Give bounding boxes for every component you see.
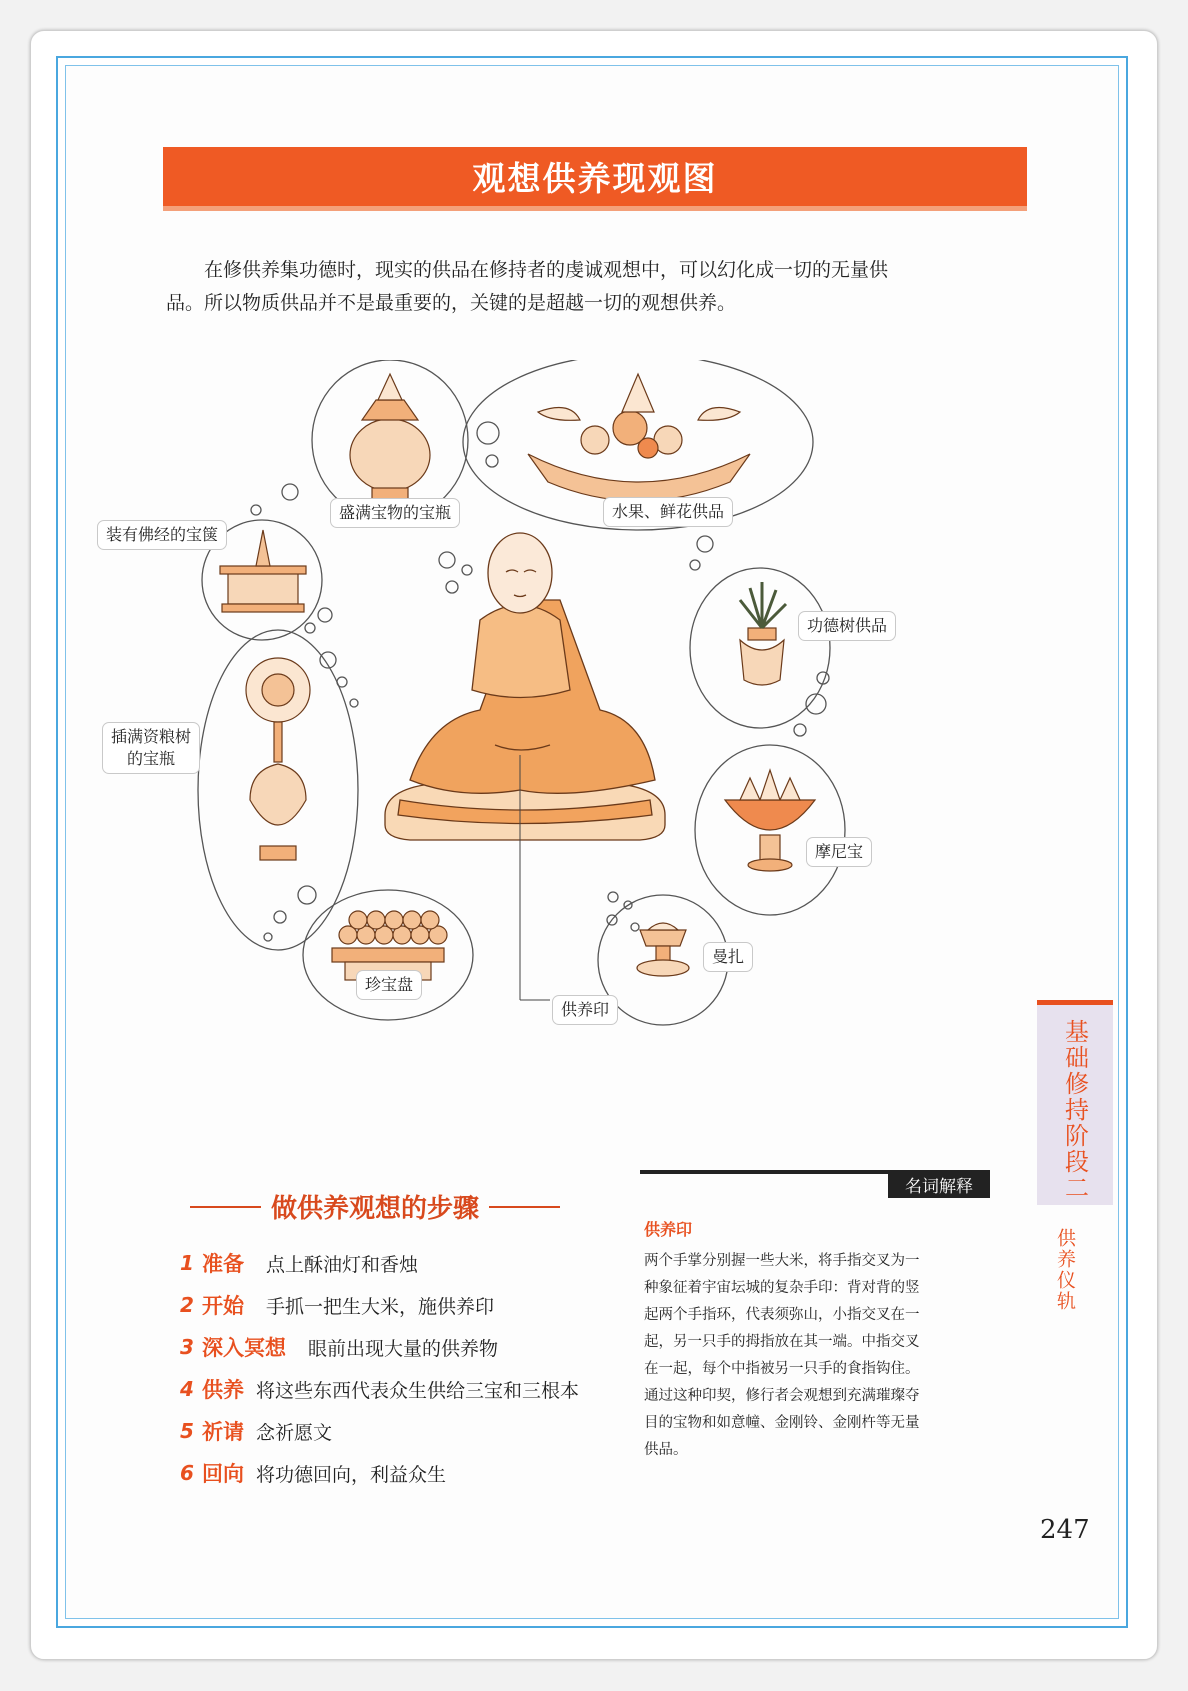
step-key: 回向: [202, 1462, 244, 1486]
step-text: 将功德回向，利益众生: [256, 1463, 447, 1486]
step-key: 准备: [202, 1252, 244, 1276]
label-sutra-casket: 装有佛经的宝箧: [97, 520, 227, 550]
step-key: 供养: [202, 1378, 244, 1402]
step-number: 2: [180, 1293, 194, 1317]
glossary-line: 供品。: [644, 1442, 688, 1458]
step-item: [180, 1242, 579, 1284]
page-number: 247: [1040, 1515, 1090, 1545]
step-item: [180, 1284, 579, 1326]
glossary-line: 种象征着宇宙坛城的复杂手印：背对背的竖: [644, 1280, 920, 1296]
label-precious-vase: 盛满宝物的宝瓶: [330, 498, 460, 528]
steps-heading: [180, 1188, 570, 1225]
glossary-definition: [644, 1248, 976, 1464]
precious-vase-icon: [350, 374, 430, 500]
step-key: 深入冥想: [202, 1336, 286, 1360]
step-item: [180, 1410, 579, 1452]
glossary-line: 通过这种印契，修行者会观想到充满璀璨夺: [644, 1388, 920, 1404]
label-offering-mudra: 供养印: [552, 995, 618, 1025]
glossary-term: 供养印: [644, 1220, 693, 1239]
label-grain-vase-line-1: 插满资粮树: [111, 727, 192, 746]
steps-list: [180, 1242, 579, 1494]
chapter-side-tab-text: 基础修持阶段二: [1060, 1019, 1089, 1201]
label-grain-vase-line-2: 的宝瓶: [127, 749, 176, 768]
sutra-casket-icon: [220, 530, 306, 612]
step-text: 点上酥油灯和香烛: [266, 1253, 419, 1276]
intro-paragraph: [166, 254, 986, 320]
label-grain-vase: [102, 722, 200, 774]
step-key: 开始: [202, 1294, 244, 1318]
heading-rule-left: [190, 1206, 261, 1208]
step-key: 祈请: [202, 1420, 244, 1444]
chapter-side-tab: [1037, 1000, 1113, 1205]
heading-rule-right: [489, 1206, 560, 1208]
step-text: 手抓一把生大米，施供养印: [266, 1295, 495, 1318]
step-text: 眼前出现大量的供养物: [308, 1337, 499, 1360]
section-side-label: 供养仪轨: [1054, 1228, 1076, 1312]
merit-tree-bubble: [690, 568, 830, 728]
glossary-tag: 名词解释: [888, 1170, 990, 1198]
step-number: 1: [180, 1251, 194, 1275]
mani-jewel-icon: [725, 770, 815, 871]
step-number: 4: [180, 1377, 194, 1401]
glossary-line: 在一起，每个中指被另一只手的食指钩住。: [644, 1361, 920, 1377]
label-mandala: 曼扎: [703, 942, 753, 972]
offering-illustration: [100, 360, 880, 1120]
step-item: [180, 1452, 579, 1494]
page-title: 观想供养现观图: [163, 147, 1027, 211]
grain-vase-icon: [246, 658, 310, 860]
intro-line-1: 在修供养集功德时，现实的供品在修持者的虔诚观想中，可以幻化成一切的无量供: [204, 259, 889, 281]
glossary-line: 目的宝物和如意幢、金刚铃、金刚杵等无量: [644, 1415, 920, 1431]
label-fruit-flower: 水果、鲜花供品: [603, 497, 733, 527]
label-mani-jewel: 摩尼宝: [806, 837, 872, 867]
glossary-line: 起，另一只手的拇指放在其一端。中指交叉: [644, 1334, 920, 1350]
step-item: [180, 1326, 579, 1368]
glossary-line: 两个手掌分别握一些大米，将手指交叉为一: [644, 1253, 920, 1269]
step-number: 5: [180, 1419, 194, 1443]
glossary-line: 起两个手指环，代表须弥山，小指交叉在一: [644, 1307, 920, 1323]
step-item: [180, 1368, 579, 1410]
step-text: 念祈愿文: [256, 1421, 333, 1444]
mandala-offering-icon: [637, 923, 689, 976]
steps-heading-text: 做供养观想的步骤: [271, 1194, 480, 1224]
label-merit-tree: 功德树供品: [798, 611, 896, 641]
intro-line-2: 品。所以物质供品并不是最重要的，关键的是超越一切的观想供养。: [166, 292, 737, 314]
label-jewel-plate: 珍宝盘: [356, 970, 422, 1000]
step-text: 将这些东西代表众生供给三宝和三根本: [256, 1379, 580, 1402]
step-number: 3: [180, 1335, 194, 1359]
step-number: 6: [180, 1461, 194, 1485]
fruit-basket-icon: [528, 374, 750, 501]
merit-tree-icon: [740, 582, 786, 685]
